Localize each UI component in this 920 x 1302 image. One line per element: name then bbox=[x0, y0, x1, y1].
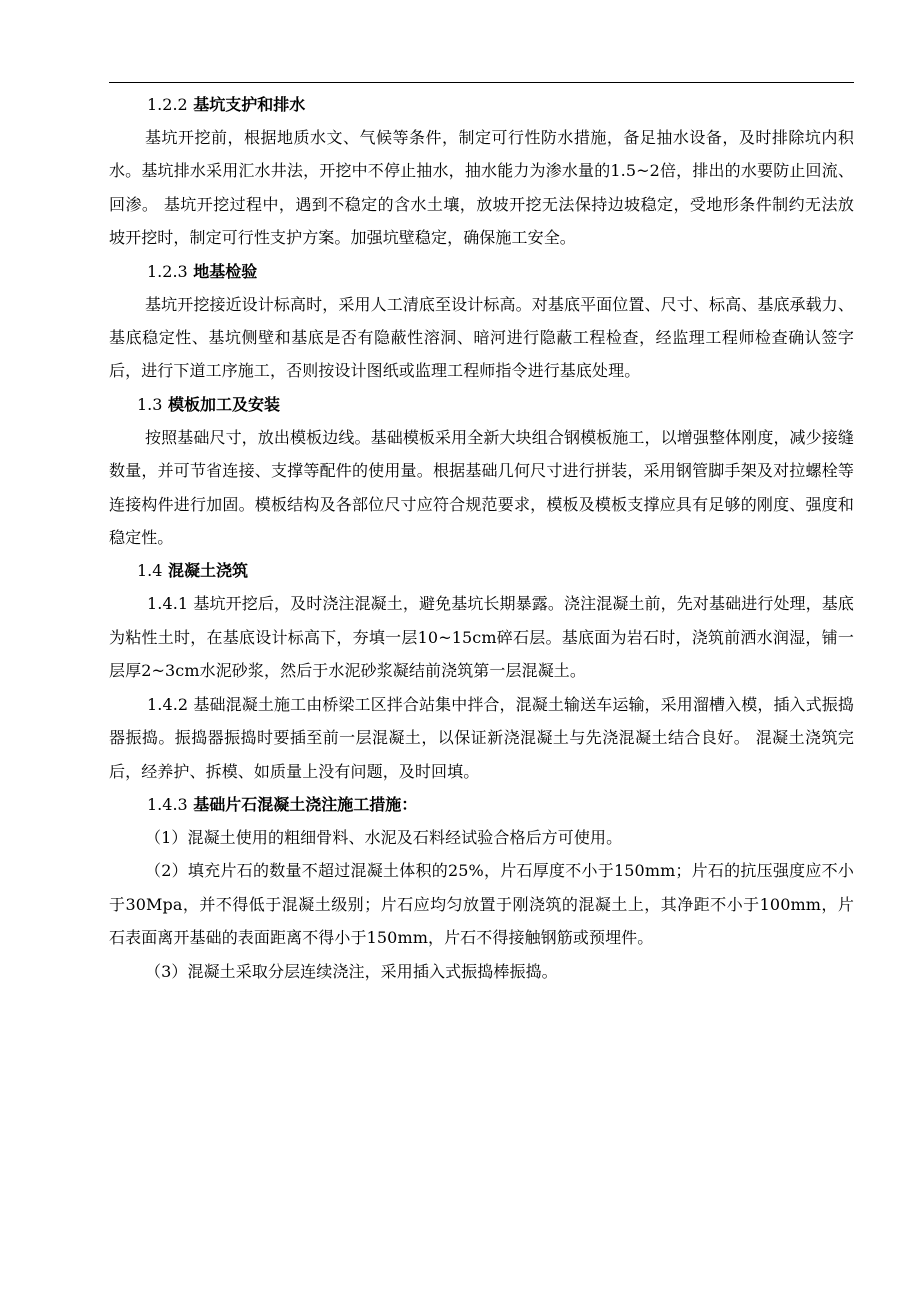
heading-title: 基础片石混凝土浇注施工措施： bbox=[193, 794, 418, 814]
heading-1-2-2 bbox=[109, 88, 854, 121]
heading-1-3 bbox=[109, 388, 854, 421]
heading-title: 基坑支护和排水 bbox=[193, 95, 306, 114]
heading-1-2-3 bbox=[109, 255, 854, 288]
list-item-3: （3）混凝土采取分层连续浇注，采用插入式振捣棒振捣。 bbox=[145, 961, 558, 981]
heading-number: 1.2.3 bbox=[147, 261, 188, 281]
paragraph-1-2-2: 基坑开挖前，根据地质水文、气候等条件，制定可行性防水措施，备足抽水设备，及时排除坑内积水。基坑排水采用汇水井法，开挖中不停止抽水，抽水能力为渗水量的1.5~2倍，排出的水要防止回流、回渗。 基坑开挖过程中，遇到不稳定的含水土壤，放坡开挖无法保持边坡稳定，受地形条件制约无法放坡开挖时，制定可行性支护方案。加强坑壁稳定，确保施工安全。 bbox=[109, 128, 854, 248]
paragraph-1-2-3: 基坑开挖接近设计标高时，采用人工清底至设计标高。对基底平面位置、尺寸、标高、基底承载力、基底稳定性、基坑侧壁和基底是否有隐蔽性溶洞、暗河进行隐蔽工程检查，经监理工程师检查确认签字后，进行下道工序施工，否则按设计图纸或监理工程师指令进行基底处理。 bbox=[109, 294, 854, 381]
heading-title: 地基检验 bbox=[193, 261, 258, 281]
paragraph-1-4-2 bbox=[109, 688, 854, 788]
heading-number: 1.4.3 bbox=[147, 794, 188, 814]
clause-number: 1.4.1 bbox=[147, 594, 189, 614]
paragraph-1-3: 按照基础尺寸，放出模板边线。基础模板采用全新大块组合钢模板施工，以增强整体刚度，减少接缝数量，并可节省连接、支撑等配件的使用量。根据基础几何尺寸进行拼装，采用钢管脚手架及对拉螺栓等连接构件进行加固。模板结构及各部位尺寸应符合规范要求，模板及模板支撑应具有足够的刚度、强度和稳定性。 bbox=[109, 427, 854, 548]
list-item-1: （1）混凝土使用的粗细骨料、水泥及石料经试验合格后方可使用。 bbox=[145, 827, 623, 847]
list-item-2: （2）填充片石的数量不超过混凝土体积的25%，片石厚度不小于150mm；片石的抗压强度应不小于30Mpa，并不得低于混凝土级别；片石应均匀放置于刚浇筑的混凝土上，其净距不小于100mm，片石表面离开基础的表面距离不得小于150mm，片石不得接触钢筋或预埋件。 bbox=[109, 861, 854, 948]
clause-number: 1.4.2 bbox=[147, 694, 189, 714]
clause-text: 基础混凝土施工由桥梁工区拌合站集中拌合，混凝土输送车运输，采用溜槽入模，插入式振捣器振捣。振捣器振捣时要插至前一层混凝土，以保证新浇混凝土与先浇混凝土结合良好。 混凝土浇筑完后，经养护、拆模、如质量上没有问题，及时回填。 bbox=[109, 694, 854, 781]
heading-1-4-3 bbox=[109, 788, 854, 821]
heading-number: 1.2.2 bbox=[147, 95, 188, 114]
heading-title: 混凝土浇筑 bbox=[168, 561, 249, 581]
heading-1-4 bbox=[109, 554, 854, 587]
heading-title: 模板加工及安装 bbox=[168, 394, 281, 414]
paragraph-1-4-1 bbox=[109, 587, 854, 687]
heading-number: 1.3 bbox=[137, 394, 163, 414]
document-body bbox=[109, 88, 854, 988]
clause-text: 基坑开挖后，及时浇注混凝土，避免基坑长期暴露。浇注混凝土前，先对基础进行处理，基底为粘性土时，在基底设计标高下，夯填一层10~15cm碎石层。基底面为岩石时，浇筑前洒水润湿，铺一层厚2~3cm水泥砂浆，然后于水泥砂浆凝结前浇筑第一层混凝土。 bbox=[109, 594, 854, 681]
header-rule bbox=[109, 82, 854, 83]
heading-number: 1.4 bbox=[137, 561, 163, 581]
